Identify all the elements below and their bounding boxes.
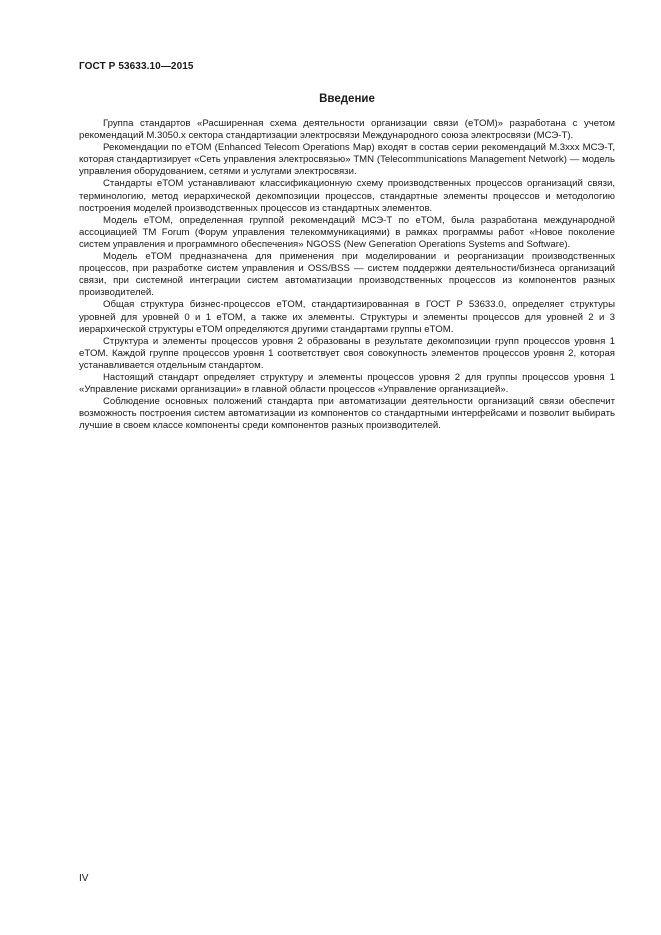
paragraph: Настоящий стандарт определяет структуру и элементы процессов уровня 2 для группы процессов уровня 1 «Управление рисками организации» в главной области процессов «Управление организацией». <box>79 371 615 396</box>
section-title: Введение <box>319 93 375 105</box>
paragraph: Группа стандартов «Расширенная схема деятельности организации связи (eTOM)» разработана с учетом рекомендаций M.3050.x сектора стандартизации электросвязи Международного союза электросвязи (МСЭ-Т). <box>79 118 615 142</box>
paragraph: Общая структура бизнес-процессов eTOM, стандартизированная в ГОСТ Р 53633.0, определяет структуры уровней для уровней 0 и 1 eTOM, а также их элементы. Структуры и элементы процессов для уровней 2 и 3 иерархической структуры eTOM определяются другими стандартами группы eTOM. <box>79 299 615 335</box>
paragraph: Стандарты eTOM устанавливают классификационную схему производственных процессов организаций связи, терминологию, метод иерархической декомпозиции процессов, стандартные элементы процессов и методологию построения моделей производственных процессов из стандартных элементов. <box>79 178 615 214</box>
body-text <box>79 118 615 432</box>
paragraph: Модель eTOM, определенная группой рекомендаций МСЭ-Т по eTOM, была разработана международной ассоциацией TM Forum (Форум управления телекоммуникациями) в рамках программы работ «Новое поколение систем управления и программного обеспечения» NGOSS (New Generation Operations Systems and Software). <box>79 214 615 250</box>
paragraph: Модель eTOM предназначена для применения при моделировании и реорганизации производственных процессов, при разработке систем управления и OSS/BSS — систем поддержки деятельности/бизнеса организаций связи, при системной интеграции систем автоматизации производственных процессов из компонентов разных производителей. <box>79 251 615 299</box>
paragraph: Структура и элементы процессов уровня 2 образованы в результате декомпозиции групп процессов уровня 1 eTOM. Каждой группе процессов уровня 1 соответствует своя совокупность элементов процессов уровня 2, которая устанавливается отдельным стандартом. <box>79 335 615 371</box>
page-number: IV <box>79 873 89 884</box>
paragraph: Рекомендации по eTOM (Enhanced Telecom Operations Map) входят в состав серии рекомендаций M.3xxx МСЭ-Т, которая стандартизирует «Сеть управления электросвязью» TMN (Telecommunications Management Network) — модель управления оборудованием, сетями и услугами электросвязи. <box>79 142 615 178</box>
document-code: ГОСТ Р 53633.10—2015 <box>79 61 194 72</box>
paragraph: Соблюдение основных положений стандарта при автоматизации деятельности организаций связи обеспечит возможность построения систем автоматизации из компонентов со стандартными интерфейсами и позволит выбирать лучшие в своем классе компоненты среди компонентов разных производителей. <box>79 396 615 432</box>
